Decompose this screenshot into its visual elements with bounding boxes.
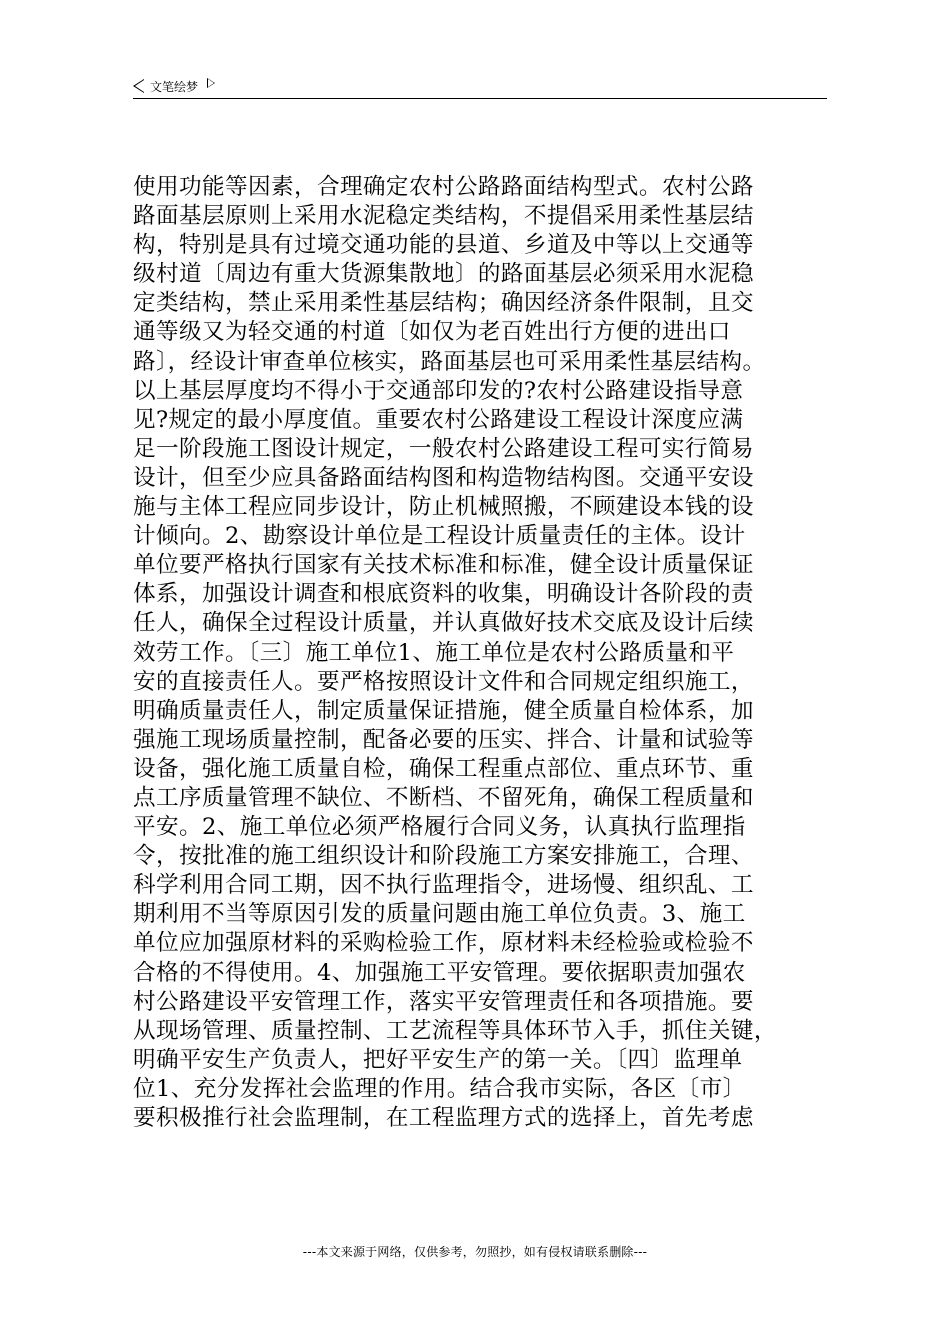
body-line: 设计，但至少应具备路面结构图和构造物结构图。交通平安设 (133, 464, 754, 491)
body-line: 明确质量责任人，制定质量保证措施，健全质量自检体系，加 (133, 697, 754, 724)
body-line: 通等级又为轻交通的村道〔如仅为老百姓出行方便的进出口 (133, 319, 731, 346)
body-line: 定类结构，禁止采用柔性基层结构；确因经济条件限制，且交 (133, 290, 754, 317)
page-header (133, 74, 827, 98)
body-line: 平安。2、施工单位必须严格履行合同义务，认真执行监理指 (133, 814, 746, 841)
body-line: 位1、充分发挥社会监理的作用。结合我市实际，各区〔市〕 (133, 1075, 746, 1102)
body-line: 效劳工作。〔三〕施工单位1、施工单位是农村公路质量和平 (133, 639, 735, 666)
header-divider (133, 98, 827, 99)
body-line: 强施工现场质量控制，配备必要的压实、拌合、计量和试验等 (133, 726, 754, 753)
body-line: 要积极推行社会监理制，在工程监理方式的选择上，首先考虑 (133, 1105, 754, 1131)
body-line: 点工序质量管理不缺位、不断档、不留死角，确保工程质量和 (133, 784, 754, 811)
body-line: 设备，强化施工质量自检，确保工程重点部位、重点环节、重 (133, 755, 754, 782)
body-line: 明确平安生产负责人，把好平安生产的第一关。〔四〕监理单 (133, 1046, 743, 1073)
body-line: 任人，确保全过程设计质量，并认真做好技术交底及设计后续 (133, 610, 754, 637)
body-line: 体系，加强设计调查和根底资料的收集，明确设计各阶段的责 (133, 581, 754, 608)
triangle-left-icon (133, 79, 144, 93)
document-body (133, 173, 833, 1133)
triangle-right-icon (207, 78, 215, 88)
body-line: 使用功能等因素，合理确定农村公路路面结构型式。农村公路 (133, 174, 754, 200)
body-line: 单位应加强原材料的采购检验工作，原材料未经检验或检验不 (133, 930, 754, 957)
body-line: 见?规定的最小厚度值。重要农村公路建设工程设计深度应满 (133, 406, 744, 433)
body-line: 路〕，经设计审查单位核实，路面基层也可采用柔性基层结构。 (133, 348, 766, 375)
body-line: 单位要严格执行国家有关技术标准和标准，健全设计质量保证 (133, 552, 754, 579)
body-line: 科学利用合同工期，因不执行监理指令，进场慢、组织乱、工 (133, 872, 754, 899)
body-line: 以上基层厚度均不得小于交通部印发的?农村公路建设指导意 (133, 377, 744, 404)
body-line: 级村道〔周边有重大货源集散地〕的路面基层必须采用水泥稳 (133, 261, 754, 288)
body-line: 从现场管理、质量控制、工艺流程等具体环节入手，抓住关键， (133, 1017, 777, 1044)
body-line: 安的直接责任人。要严格按照设计文件和合同规定组织施工， (133, 668, 754, 695)
body-line: 足一阶段施工图设计规定，一般农村公路建设工程可实行简易 (133, 435, 754, 462)
header-label: 文笔绘梦 (150, 79, 199, 94)
body-line: 令，按批准的施工组织设计和阶段施工方案安排施工，合理、 (133, 843, 754, 870)
body-line: 施与主体工程应同步设计，防止机械照搬，不顾建设本钱的设 (133, 494, 754, 521)
body-line: 构，特别是具有过境交通功能的县道、乡道及中等以上交通等 (133, 232, 754, 259)
body-line: 计倾向。2、勘察设计单位是工程设计质量责任的主体。设计 (133, 523, 746, 550)
body-line: 期利用不当等原因引发的质量问题由施工单位负责。3、施工 (133, 901, 746, 928)
body-line: 村公路建设平安管理工作，落实平安管理责任和各项措施。要 (133, 988, 754, 1015)
body-line: 合格的不得使用。4、加强施工平安管理。要依据职责加强农 (133, 959, 746, 986)
page-footer: ---本文来源于网络，仅供参考，勿照抄，如有侵权请联系删除--- (302, 1245, 648, 1259)
body-line: 路面基层原则上采用水泥稳定类结构，不提倡采用柔性基层结 (133, 203, 754, 230)
